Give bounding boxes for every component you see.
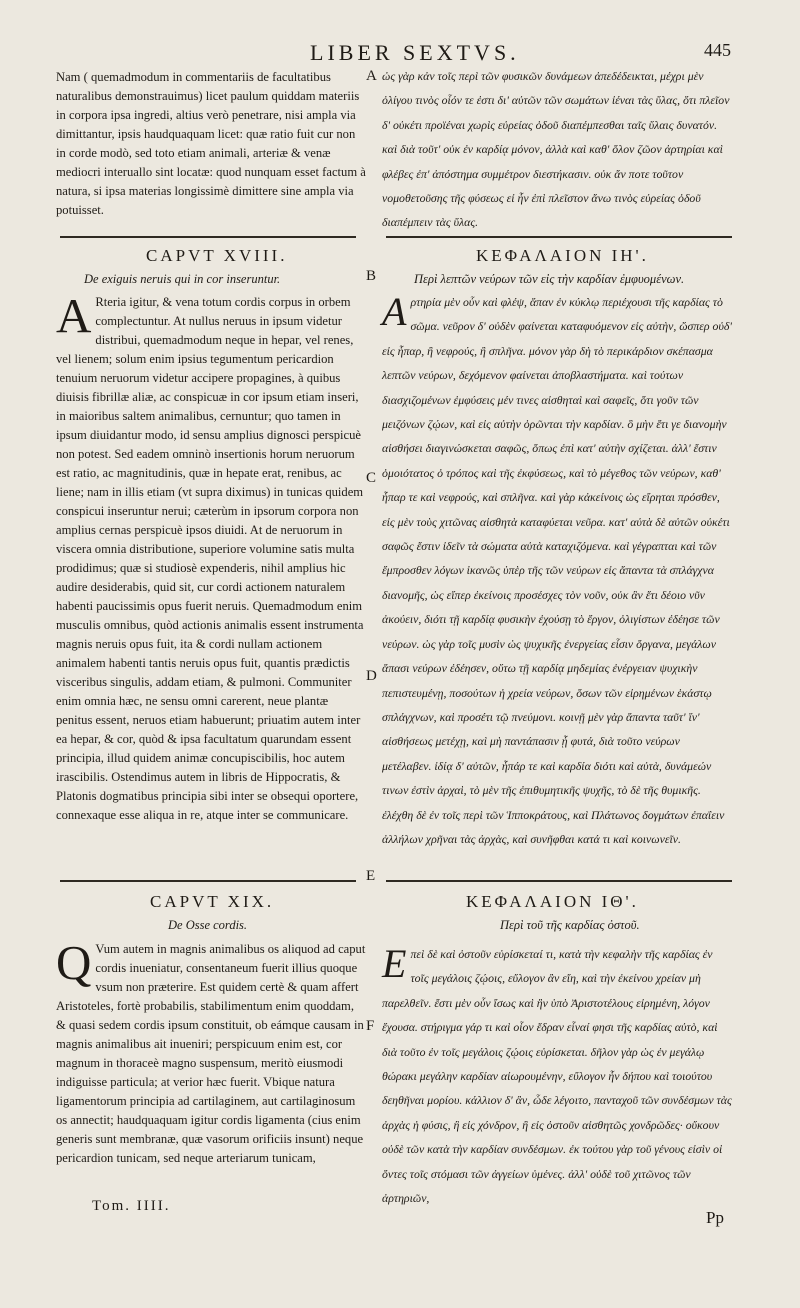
greek-chapter19-subtitle: Περὶ τοῦ τῆς καρδίας ὀστοῦ.: [500, 918, 640, 932]
greek-chapter18-body: [382, 290, 732, 851]
greek-chapter18-dropcap: Α: [382, 289, 407, 334]
greek-chapter18-text: ρτηρία μὲν οὖν καὶ φλέψ, ἅπαν ἐν κύκλῳ περιέχουσι τῆς καρδίας τὸ σῶμα. νεῦρον δ' οὐδὲν φαίνεται καταφυόμενον εἰς αὐτὴν, ὥσπερ οὐδ' εἰς ἧπαρ, ἢ νεφρούς, ἢ σπλῆνα. μόνον γὰρ δὴ τὸ περικάρδιον σκέπασμα λεπτῶν νεύρων, δεχόμενον φαίνεται ἀποβλαστήματα. καὶ τούτων διασχιζομένων ἐμφύσεις μέν τινες αἰσθηταὶ καὶ σαφεῖς, ὅτι γοῦν τῶν μειζόνων ζῴων, καὶ εἰς αὐτὴν ὁρῶνται τὴν καρδίαν. ὃ μὴν ἔτι γε διανομὴν αἰσθήσει διαγινώσκεται σαφῶς, ὅπως ἐπὶ κατ' αὐτὴν σχίζεται. ἀλλ' ἔστιν ὁμοιότατος ὁ τρόπος καὶ τῆς ἐκφύσεως, καὶ τὸ μέγεθος τῶν νεύρων, καθ' ἧπαρ τε καὶ νεφρούς, καὶ σπλῆνα. καὶ γὰρ κἀκείνοις ὡς εἴρηται πρόσθεν, εἰς μὲν τοὺς χιτῶνας αἰσθητὰ καταφύεται νεῦρα. κατ' αὐτὰ δὲ αὐτῶν οὐκέτι σαφῶς ἔστιν ἰδεῖν τὰ σώματα αὐτὰ καταχιζόμενα. καὶ γέγραπται καὶ τῶν ἔμπροσθεν λόγων ἱκανῶς ὑπὲρ τῆς τῶν νεύρων εἰς ἅπαντα τὰ σπλάγχνα διανομῆς, ὡς εἴπερ ἐκείνοις προσέσχες τὸν νοῦν, οὐκ ἂν ἔτι δέοιο νῦν ἀκούειν, διότι τῇ καρδίᾳ φυσικὴν ἐχούσῃ τὸ ἔργον, ὀλιγίστων ἐδέησε τῶν νεύρων. ὡς γὰρ τοῖς μυσὶν ὡς ψυχικῆς ἐνεργείας εἶσιν ὄργανα, μεγάλων ἅπασι νεύρων ἐδέησεν, οὕτω τῇ καρδίᾳ μηδεμίας ἐνέργειαν ψυχικὴν πεπιστευμένῃ, ποσούτων ἡ χρεία νεύρων, ὅσων τῶν εἰρημένων ἑκάστῳ σπλάγχνων, καὶ προσέτι τῷ πνεύμονι. κοινῇ μὲν γὰρ ἅπαντα ταῦτ' ἵν' αἰσθήσεως μετέχῃ, καὶ μὴ παντάπασιν ᾖ φυτά, διὰ τοῦτο νεύρων μετέλαβεν. ἰδίᾳ δ' αὐτῶν, ἧπάρ τε καὶ καρδία διότι καὶ αὐτὰ, δυνάμεών τινων ἐστὶν ἀρχαὶ, τὸ μὲν τῆς ἐπιθυμητικῆς ψυχῆς, τὸ δὲ τῆς θυμικῆς. ἐλέχθη δὲ ἐν τοῖς περὶ τῶν Ἱπποκράτους, καὶ Πλάτωνος δογμάτων ἐπαΐειν ἀλλήλων χρῆναι τὰς ἀρχὰς, καὶ συνῆφθαι κατά τι καὶ κοινωνεῖν.: [382, 295, 732, 846]
running-head: LIBER SEXTVS.: [310, 40, 520, 65]
greek-chapter19-text: πεὶ δὲ καὶ ὀστοῦν εὑρίσκεταί τι, κατὰ τὴν κεφαλὴν τῆς καρδίας ἐν τοῖς μεγάλοις ζῴοις, εὔλογον ἂν εἴη, καὶ τὴν ἐκείνου χρείαν μὴ παρελθεῖν. ἔστι μὲν οὖν ἴσως καὶ ἣν ὑπὸ Ἀριστοτέλους εἰρημένη, λόγον ἔχουσα. στήριγμα γάρ τι καὶ οἷον ἕδραν εἶναί φησι τῆς καρδίας αὐτὸ, καὶ διὰ τοῦτο ἐν τοῖς μεγάλοις ζῴοις εὑρίσκεται. δῆλον γὰρ ὡς ἐν μεγάλῳ θώρακι μεγάλην καρδίαν αἰωρουμένην, εὔλογον ἦν δήπου καὶ τοιούτου δεηθῆναι μορίου. κάλλιον δ' ἂν, ὧδε λέγοιτο, πανταχοῦ τῶν συνδέσμων τὰς ἀρχὰς ἡ φύσις, ἢ εἰς χόνδρον, ἢ εἰς ὀστοῦν αἰσθητῶς χονδρῶδες· οὔκουν οὐδὲ τῶν κατὰ τὴν καρδίαν συνδέσμων. ἐκ τούτου γὰρ τοῦ γένους εἰσὶν οἱ ὄντες τοῖς στόμασι τῶν ἀγγείων ὑμένες. ἀλλ' οὐδὲ τοῦ χιτῶνος τῶν ἀρτηριῶν,: [382, 947, 732, 1206]
margin-marker-b: B: [366, 268, 377, 284]
latin-chapter18-heading: CAPVT XVIII.: [146, 246, 288, 265]
latin-chapter19-body: [56, 935, 366, 1168]
latin-chapter18-text: Rteria igitur, & vena totum cordis corpus in orbem complectuntur. At nullus neruus in ipsum videtur distribui, quemadmodum neque in hepar, vel renes, vel lienem; solum enim ipsius tegumentum pericardion tenuium neruorum videtur accipere propagines, à quibus diuisis fibrillæ aliæ, ac conspicuæ in cor ipsum etiam inseri, in maioribus saltem animalibus, cernuntur; quo tamen in ipsum diuidantur modo, id sensu amplius dignosci perspicuè non potest. Sed eadem omninò insertionis horum neruorum est ratio, ac magnitudinis, quæ in hepate erat, renibus, ac liene; nam in illis etiam (vt supra diximus) in tunicas quidem conspicui inseruntur nerui; cæterùm in ipsorum corpora non amplius cernas perspicuè ipsos diuidi. At de neruorum in viscera omnia distributione, superiore volumine satis multa prodidimus; quæ si studiosè expenderis, nihil amplius hic audire desiderabis, quid sit, cur cordi actionem naturalem habenti paucissimis opus fuerit neruis. Quemadmodum enim musculis omnibus, quòd actionis animalis essent instrumenta magnis neruis opus fuit, ita & cordi nullam actionem animalem habenti tantis neruis opus fuit, quantis prædictis visceribus singulis, addam etiam, & pulmoni. Communiter enim omnia hæc, ne sensu omni carerent, neue plantæ penitus essent, neruos etiam habuerunt; priuatim autem inter ea hepar, & cor, quòd & ipsa facultatum quarundam essent principia, illud quidem animæ concupiscibilis, hoc autem irascibilis. Ostendimus autem in libris de Hippocratis, & Platonis dogmatibus principia sibi inter se obsequi oportere, connexaque esse aliqua in re, atque inter se communicare.: [56, 295, 364, 822]
margin-marker-e: E: [366, 868, 376, 884]
greek-continuation-text: ὡς γὰρ κἀν τοῖς περὶ τῶν φυσικῶν δυνάμεων ἀπεδέδεικται, μέχρι μὲν ὀλίγου τινὸς οἷόν τε ἐστι δι' αὐτῶν τῶν σωμάτων ἰέναι τὰς ὕλας, ὅτι πλεῖον δ' οὐκέτι προϊέναι χωρὶς εὐρείας ὁδοῦ διαπέμπεσθαι ταῖς ὕλαις δυνατόν. καὶ διὰ τοῦτ' οὐκ ἐν καρδίᾳ μόνον, ἀλλὰ καὶ καθ' ὅλον ζῶον ἀρτηρίαι καὶ φλέβες ἐπ' ἀπόστημα συμμέτρον διεστήκασιν. οὐκ ἄν ποτε τοῦτον νομοθετοῦσης τῆς φύσεως εἰ ἦν ἐπὶ πλεῖστον ἄνω τινὸς εὐρείας ὁδοῦ διαπέμπειν τὰς ὕλας.: [382, 69, 730, 230]
greek-continuation: [382, 64, 732, 235]
volume-marker: Tom. IIII.: [92, 1198, 171, 1214]
greek-chapter19-dropcap: Ε: [382, 941, 407, 986]
greek-chapter18-heading: ΚΕΦΑΛΑΙΟΝ ΙΗ'.: [476, 246, 649, 265]
latin-chapter18-subtitle: De exiguis neruis qui in cor inseruntur.: [84, 272, 281, 286]
margin-marker-d: D: [366, 668, 377, 684]
margin-marker-c: C: [366, 470, 377, 486]
latin-chapter19-subtitle: De Osse cordis.: [168, 918, 248, 932]
latin-chapter19-rule: [60, 880, 356, 882]
latin-chapter19-dropcap: Q: [56, 935, 92, 990]
latin-chapter18-body: [56, 288, 366, 825]
latin-chapter19-text: Vum autem in magnis animalibus os aliquod ad caput cordis inueniatur, consentaneum fuerit illius quoque vsum non præterire. Est quidem certè & quam affert Aristoteles, fortè probabilis, stabilimentum enim quoddam, & quasi sedem cordis ipsum constituit, ob eámque causam in magnis animalibus ait inueniri; perspicuum enim est, cor magnum in thoraceè magno suspensum, meritò eiusmodi indiguisse particula; at verior hæc fuerit. Vbique natura ligamentorum principia ad cartilaginem, aut cartilaginosum os annectit; haudquaquam igitur cordis ligamenta (cius enim generis sunt membranæ, quæ vasorum orificiis insunt) neque pericardion tunicam, sed neque arteriarum tunicam,: [56, 942, 366, 1165]
latin-chapter18-rule: [60, 236, 356, 238]
margin-marker-f: F: [366, 1018, 375, 1034]
margin-marker-a: A: [366, 68, 377, 84]
greek-chapter19-body: [382, 942, 732, 1210]
greek-chapter18-subtitle: Περὶ λεπτῶν νεύρων τῶν εἰς τὴν καρδίαν ἐμφυομένων.: [414, 272, 685, 286]
latin-continuation: [56, 68, 366, 220]
greek-chapter18-rule: [386, 236, 732, 238]
latin-chapter18-dropcap: A: [56, 288, 92, 343]
latin-continuation-text: Nam ( quemadmodum in commentariis de facultatibus naturalibus demonstrauimus) licet paulum quiddam materiis in corpora ipsa ingredi, altius verò penetrare, nisi ampla via dimittantur, ipsis haudquaquam licet: quæ ratio fuit cur non in corde modò, sed toto etiam animali, arteriæ & venæ mediocri interuallo sint locatæ: quod nunquam esset factum à natura, si ipsa materias longissimè dimittere sine ampla via potuisset.: [56, 70, 366, 217]
page-number: 445: [704, 40, 731, 60]
greek-chapter19-rule: [386, 880, 732, 882]
signature-mark: Pp: [706, 1208, 724, 1227]
latin-chapter19-heading: CAPVT XIX.: [150, 892, 275, 911]
greek-chapter19-heading: ΚΕΦΑΛΑΙΟΝ ΙΘ'.: [466, 892, 639, 911]
